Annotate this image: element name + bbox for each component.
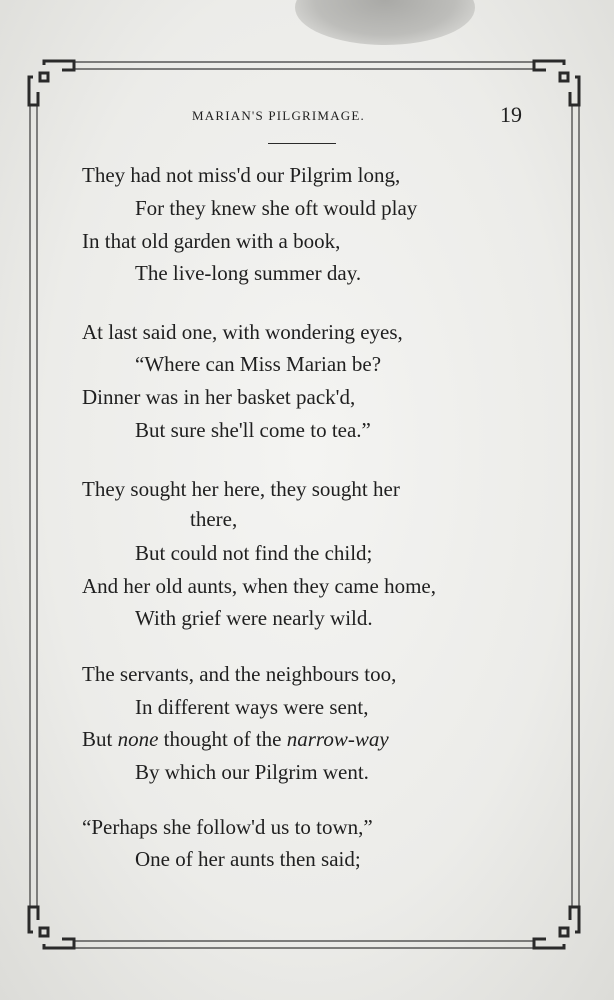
poem-line: And her old aunts, when they came home, bbox=[82, 574, 436, 598]
poem-line: Dinner was in her basket pack'd, bbox=[82, 385, 356, 409]
poem-line: At last said one, with wondering eyes, bbox=[82, 320, 403, 344]
poem-line: The live-long summer day. bbox=[135, 261, 362, 285]
poem-line: They had not miss'd our Pilgrim long, bbox=[82, 163, 401, 187]
poem-line: The servants, and the neighbours too, bbox=[82, 662, 397, 686]
poem-line: With grief were nearly wild. bbox=[135, 606, 373, 630]
poem-line-continuation: there, bbox=[190, 507, 238, 531]
poem-line: In that old garden with a book, bbox=[82, 229, 341, 253]
poem-line: But could not find the child; bbox=[135, 541, 373, 565]
poem-line: “Perhaps she follow'd us to town,” bbox=[82, 815, 373, 839]
poem-line: By which our Pilgrim went. bbox=[135, 760, 369, 784]
running-title: MARIAN'S PILGRIMAGE. bbox=[192, 108, 365, 123]
text-segment: But bbox=[82, 727, 118, 751]
poem-line: One of her aunts then said; bbox=[135, 847, 361, 871]
poem-line: In different ways were sent, bbox=[135, 695, 369, 719]
italic-word: none bbox=[117, 727, 159, 751]
italic-phrase: narrow-way bbox=[286, 727, 389, 751]
poem-line: But sure she'll come to tea.” bbox=[135, 418, 371, 442]
poem-line: For they knew she oft would play bbox=[135, 196, 418, 220]
poem-line: They sought her here, they sought her bbox=[82, 477, 400, 501]
page-number: 19 bbox=[500, 102, 522, 127]
poem-line: “Where can Miss Marian be? bbox=[135, 352, 382, 376]
poem-line-with-italics bbox=[82, 727, 389, 751]
text-segment: thought of the bbox=[158, 727, 287, 751]
